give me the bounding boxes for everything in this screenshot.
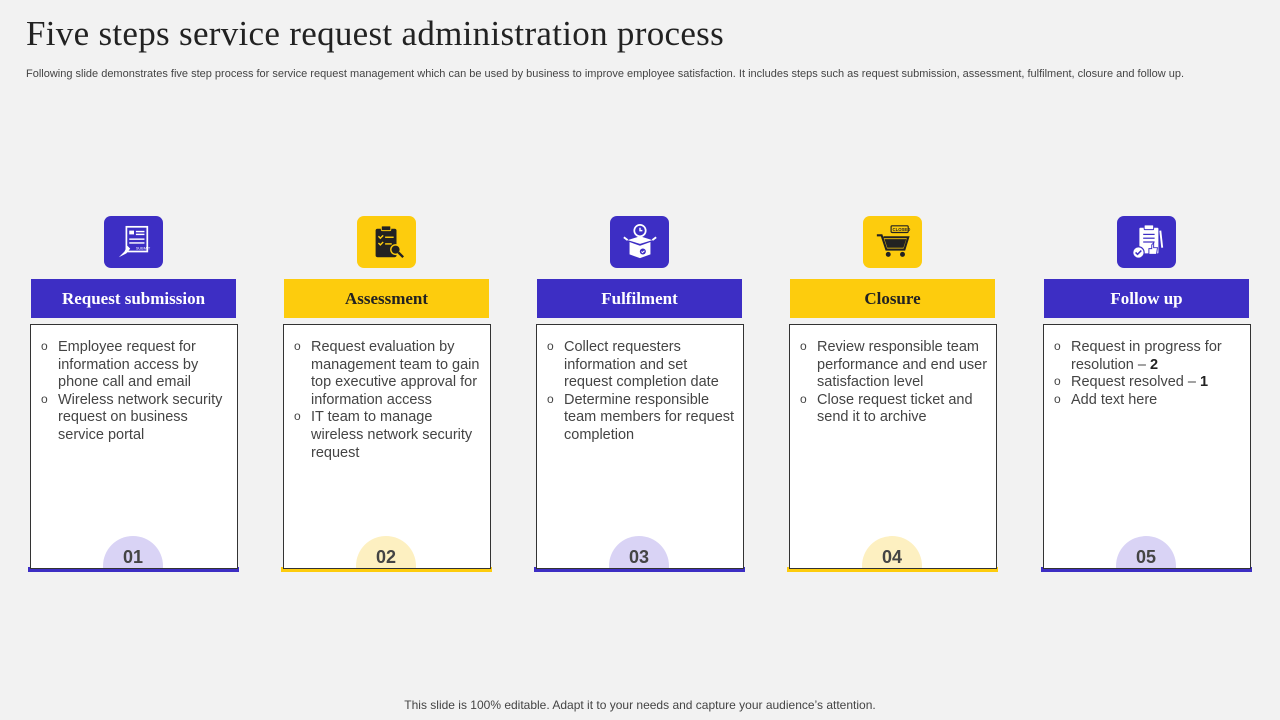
clipboard-checklist-icon bbox=[357, 216, 416, 268]
step-number: 02 bbox=[356, 536, 416, 569]
step-follow-up bbox=[1044, 216, 1254, 573]
document-approval-icon bbox=[1117, 216, 1176, 268]
bullet-item: o Wireless network security request on business service portal bbox=[39, 392, 229, 445]
step-bullets bbox=[790, 325, 996, 427]
closed-cart-icon bbox=[863, 216, 922, 268]
bullet-item: o Determine responsible team members for request completion bbox=[545, 392, 735, 445]
bullet-item: o Close request ticket and send it to archive bbox=[798, 392, 988, 427]
bullet-item: o Request in progress for resolution – 2 bbox=[1052, 339, 1242, 374]
step-heading: Follow up bbox=[1044, 279, 1249, 318]
step-number: 03 bbox=[609, 536, 669, 569]
step-number: 04 bbox=[862, 536, 922, 569]
step-fulfilment bbox=[537, 216, 747, 573]
step-card bbox=[30, 324, 238, 569]
svg-text:SUBMIT: SUBMIT bbox=[135, 246, 150, 251]
step-request-submission bbox=[31, 216, 241, 573]
page-subtitle: Following slide demonstrates five step process for service request management which can be used by business to improve employee satisfaction. It includes steps such as request submission, assessment, fulfilment, closure and follow up. bbox=[26, 68, 1185, 80]
svg-text:CLOSED: CLOSED bbox=[892, 227, 910, 233]
bullet-item: o Review responsible team performance and end user satisfaction level bbox=[798, 339, 988, 392]
step-heading: Fulfilment bbox=[537, 279, 742, 318]
step-closure bbox=[790, 216, 1000, 573]
bullet-item: o Employee request for information access by phone call and email bbox=[39, 339, 229, 392]
bullet-item: o IT team to manage wireless network security request bbox=[292, 409, 482, 462]
box-clock-icon bbox=[610, 216, 669, 268]
step-number: 01 bbox=[103, 536, 163, 569]
bullet-item: o Request resolved – 1 bbox=[1052, 374, 1242, 392]
step-bullets bbox=[31, 325, 237, 445]
bullet-item: o Collect requesters information and set request completion date bbox=[545, 339, 735, 392]
bullet-item: o Request evaluation by management team to gain top executive approval for information access bbox=[292, 339, 482, 409]
step-assessment bbox=[284, 216, 494, 573]
step-card bbox=[789, 324, 997, 569]
step-card bbox=[283, 324, 491, 569]
step-heading: Assessment bbox=[284, 279, 489, 318]
step-card bbox=[536, 324, 744, 569]
submit-form-icon bbox=[104, 216, 163, 268]
step-number: 05 bbox=[1116, 536, 1176, 569]
footer-note: This slide is 100% editable. Adapt it to your needs and capture your audience’s attention. bbox=[404, 698, 876, 712]
step-bullets bbox=[284, 325, 490, 462]
bullet-item: o Add text here bbox=[1052, 392, 1242, 410]
step-card bbox=[1043, 324, 1251, 569]
step-heading: Closure bbox=[790, 279, 995, 318]
page-title: Five steps service request administration process bbox=[26, 14, 725, 53]
step-heading: Request submission bbox=[31, 279, 236, 318]
step-bullets bbox=[1044, 325, 1250, 409]
step-bullets bbox=[537, 325, 743, 445]
